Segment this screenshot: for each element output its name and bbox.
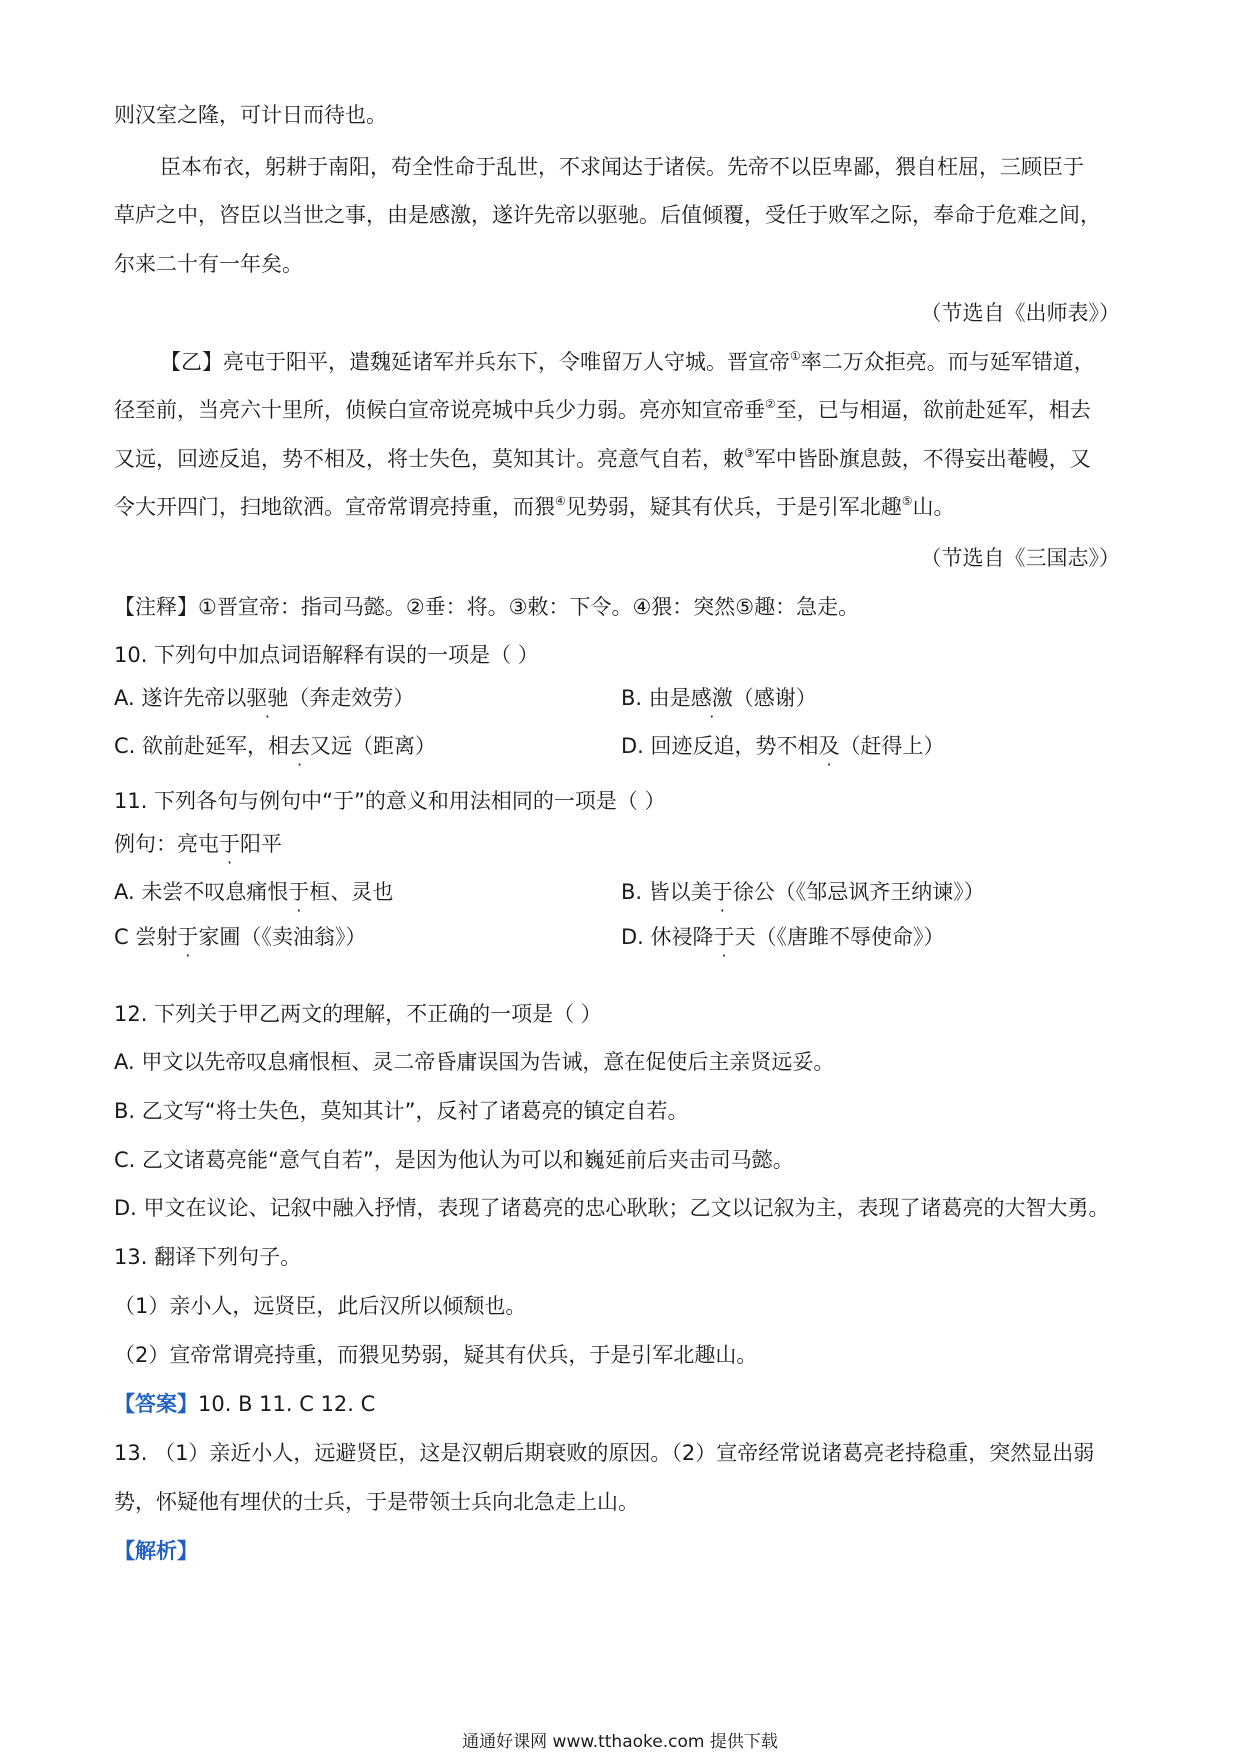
passage-jia-line: 则汉室之隆，可计日而待也。 — [114, 103, 387, 127]
question-10-stem: 10. 下列句中加点词语解释有误的一项是（ ） — [114, 643, 539, 667]
source-citation: （节选自《出师表》） — [920, 301, 1120, 325]
answer-values: 10. B 11. C 12. C — [198, 1392, 376, 1416]
q13-sentence-2: （2）宣帝常谓亮持重，而猥见势弱，疑其有伏兵，于是引军北趣山。 — [114, 1343, 758, 1367]
q10-option-d: D. 回迹反追，势不相及（赶得上） — [621, 734, 945, 758]
passage-jia-line: 尔来二十有一年矣。 — [114, 252, 303, 276]
passage-yi-line: 径至前，当亮六十里所，侦候白宣帝说亮城中兵少力弱。亮亦知宣帝垂②至，已与相逼，欲前赴延军，相去 — [114, 397, 1091, 422]
passage-yi-line: 令大开四门，扫地欲洒。宣帝常谓亮持重，而猥④见势弱，疑其有伏兵，于是引军北趣⑤山。 — [114, 494, 955, 519]
q10-option-b: B. 由是感激（感谢） — [621, 686, 817, 710]
passage-jia-line: 草庐之中，咨臣以当世之事，由是感激，遂许先帝以驱驰。后值倾覆，受任于败军之际，奉命于危难之间， — [114, 203, 1101, 227]
analysis-label: 【解析】 — [114, 1539, 198, 1563]
answer-line — [114, 1389, 375, 1419]
q11-option-d: D. 休祲降于天（《唐雎不辱使命》） — [621, 925, 945, 949]
q12-option-c: C. 乙文诸葛亮能“意气自若”，是因为他认为可以和巍延前后夹击司马懿。 — [114, 1148, 794, 1172]
q10-option-c: C. 欲前赴延军，相去又远（距离） — [114, 734, 437, 758]
q12-option-b: B. 乙文写“将士失色，莫知其计”，反衬了诸葛亮的镇定自若。 — [114, 1099, 689, 1123]
passage-jia-line: 臣本布衣，躬耕于南阳，苟全性命于乱世，不求闻达于诸侯。先帝不以臣卑鄙，猥自枉屈，三顾臣于 — [160, 155, 1084, 179]
question-11-stem: 11. 下列各句与例句中“于”的意义和用法相同的一项是（ ） — [114, 789, 666, 813]
q12-option-a: A. 甲文以先帝叹息痛恨桓、灵二帝昏庸误国为告诫，意在促使后主亲贤远妥。 — [114, 1050, 835, 1074]
answer-13-line: 13. （1）亲近小人，远避贤臣，这是汉朝后期衰败的原因。（2）宣帝经常说诸葛亮老持稳重，突然显出弱 — [114, 1441, 1095, 1465]
q11-option-c: C 尝射于家圃（《卖油翁》） — [114, 925, 367, 949]
q13-sentence-1: （1）亲小人，远贤臣，此后汉所以倾颓也。 — [114, 1294, 527, 1318]
question-13-stem: 13. 翻译下列句子。 — [114, 1245, 302, 1269]
answer-13-line: 势，怀疑他有埋伏的士兵，于是带领士兵向北急走上山。 — [114, 1490, 639, 1514]
q11-option-b: B. 皆以美于徐公（《邹忌讽齐王纳谏》） — [621, 880, 985, 904]
q11-example: 例句：亮屯于阳平 — [114, 832, 282, 856]
annotation-notes: 【注释】①晋宣帝：指司马懿。②垂：将。③敕：下令。④猥：突然⑤趣：急走。 — [114, 595, 860, 619]
passage-yi-line: 又远，回迹反追，势不相及，将士失色，莫知其计。亮意气自若，敕③军中皆卧旗息鼓，不得妄出菴幔，又 — [114, 446, 1091, 471]
passage-yi-line: 【乙】亮屯于阳平，遣魏延诸军并兵东下，令唯留万人守城。晋宣帝①率二万众拒亮。而与延军错道， — [160, 349, 1095, 374]
answer-label: 【答案】 — [114, 1392, 198, 1416]
q10-option-a: A. 遂许先帝以驱驰（奔走效劳） — [114, 686, 415, 710]
question-12-stem: 12. 下列关于甲乙两文的理解，不正确的一项是（ ） — [114, 1002, 602, 1026]
q11-option-a: A. 未尝不叹息痛恨于桓、灵也 — [114, 880, 394, 904]
page-footer: 通通好课网 www.tthaoke.com 提供下载 — [462, 1732, 778, 1752]
q12-option-d: D. 甲文在议论、记叙中融入抒情，表现了诸葛亮的忠心耿耿；乙文以记叙为主，表现了诸葛亮的大智大勇。 — [114, 1196, 1110, 1220]
source-citation: （节选自《三国志》） — [920, 546, 1120, 570]
